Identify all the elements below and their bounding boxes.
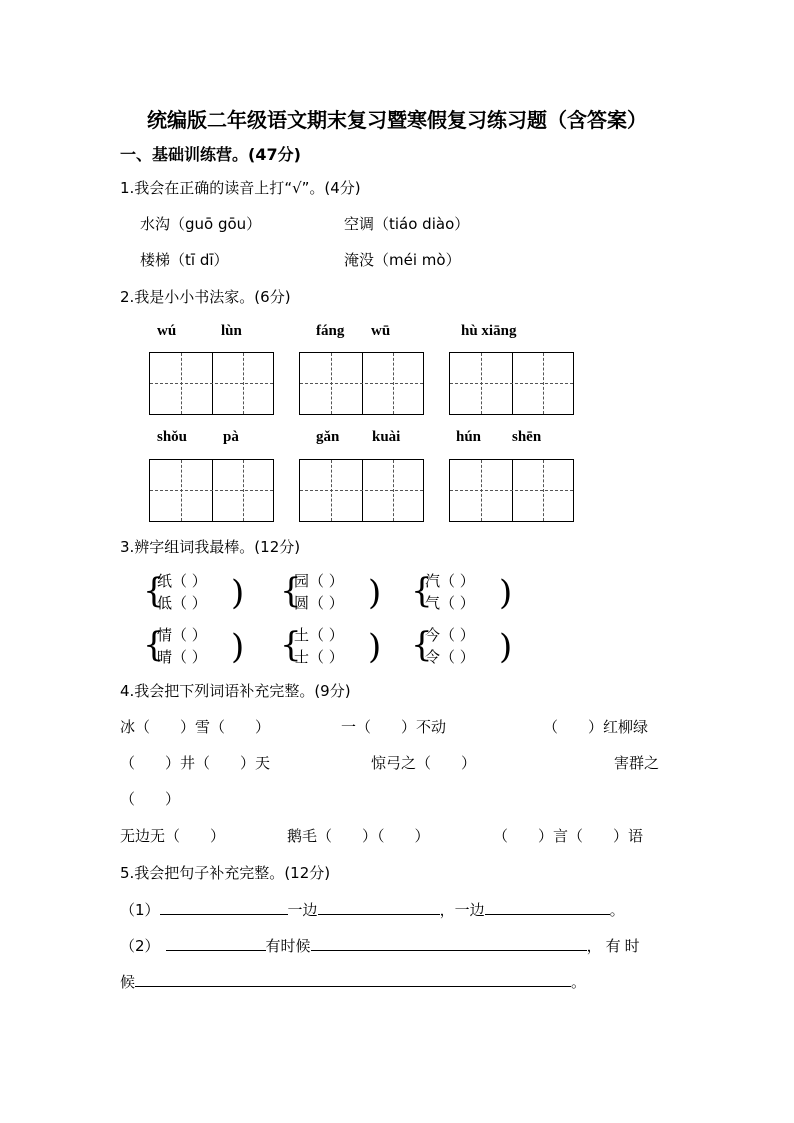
pinyin-label: pà — [223, 429, 239, 445]
word-pair-line: 纸（ ） — [157, 572, 207, 590]
right-bracket: ) — [231, 627, 245, 667]
writing-grid[interactable] — [299, 459, 424, 522]
question-2-title: 2.我是小小书法家。(6分) — [120, 288, 291, 306]
question-5-title: 5.我会把句子补充完整。(12分) — [120, 864, 331, 882]
q1-item: 空调（tiáo diào） — [344, 215, 470, 233]
pinyin-label: wū — [371, 323, 391, 339]
pinyin-label: lùn — [221, 323, 242, 339]
q1-item: 楼梯（tī dī） — [140, 251, 229, 269]
idiom-blank: 无边无（ ） — [120, 827, 226, 845]
page-title: 统编版二年级语文期末复习暨寒假复习练习题（含答案） — [147, 108, 647, 132]
fill-line[interactable] — [311, 936, 587, 951]
writing-grid[interactable] — [149, 459, 274, 522]
idiom-blank: 一（ ）不动 — [341, 718, 447, 736]
writing-grid[interactable] — [149, 352, 274, 415]
word-pair-line: 士（ ） — [294, 648, 344, 666]
sentence-connector: 一边 — [287, 901, 318, 919]
word-pair-line: 土（ ） — [294, 626, 344, 644]
fill-line[interactable] — [485, 900, 610, 915]
left-brace: { — [280, 571, 302, 611]
word-pair-line: 今（ ） — [425, 626, 475, 644]
right-bracket: ) — [499, 573, 513, 613]
sentence-connector: 有时候 — [265, 937, 311, 955]
idiom-blank: 冰（ ）雪（ ） — [120, 718, 271, 736]
left-brace: { — [143, 625, 165, 665]
pinyin-label: shēn — [512, 429, 542, 445]
pinyin-label: wú — [157, 323, 177, 339]
sentence-end: 。 — [609, 901, 625, 919]
idiom-blank: 害群之 — [614, 754, 660, 772]
writing-grid[interactable] — [299, 352, 424, 415]
idiom-blank: （ ）井（ ）天 — [120, 754, 271, 772]
sentence-2-continued — [120, 971, 586, 992]
word-pair-line: 汽（ ） — [425, 572, 475, 590]
pinyin-label: kuài — [372, 429, 401, 445]
writing-grid[interactable] — [449, 352, 574, 415]
word-pair-line: 情（ ） — [157, 626, 207, 644]
left-brace: { — [411, 571, 433, 611]
word-pair-line: 园（ ） — [294, 572, 344, 590]
pinyin-label: hún — [456, 429, 482, 445]
word-pair-line: 令（ ） — [425, 648, 475, 666]
idiom-blank: （ ）言（ ）语 — [493, 827, 644, 845]
fill-line[interactable] — [135, 972, 571, 987]
q1-item: 淹没（méi mò） — [344, 251, 461, 269]
left-brace: { — [143, 571, 165, 611]
idiom-blank: （ ）红柳绿 — [543, 718, 649, 736]
right-bracket: ) — [368, 627, 382, 667]
sentence-number: （2） — [120, 937, 160, 955]
left-brace: { — [280, 625, 302, 665]
right-bracket: ) — [368, 573, 382, 613]
pinyin-label: shǒu — [157, 429, 188, 445]
sentence-number: （1） — [120, 901, 160, 919]
question-4-title: 4.我会把下列词语补充完整。(9分) — [120, 682, 351, 700]
pinyin-label: fáng — [316, 323, 345, 339]
fill-line[interactable] — [318, 900, 440, 915]
pinyin-label: hù xiāng — [461, 323, 517, 339]
word-pair-line: 晴（ ） — [157, 648, 207, 666]
right-bracket: ) — [499, 627, 513, 667]
idiom-blank: 鹅毛（ ）（ ） — [287, 827, 430, 845]
right-bracket: ) — [231, 573, 245, 613]
fill-line[interactable] — [160, 900, 288, 915]
idiom-blank: （ ） — [120, 790, 181, 808]
word-pair-line: 低（ ） — [157, 594, 207, 612]
writing-grid[interactable] — [449, 459, 574, 522]
q1-item: 水沟（guō gōu） — [140, 215, 262, 233]
left-brace: { — [411, 625, 433, 665]
pinyin-label: gǎn — [316, 429, 340, 445]
sentence-fragment: 候 — [120, 973, 136, 991]
sentence-connector: ，一边 — [439, 901, 485, 919]
sentence-end: 。 — [571, 973, 587, 991]
idiom-blank: 惊弓之（ ） — [371, 754, 477, 772]
sentence-2 — [120, 935, 644, 956]
section-heading: 一、基础训练营。(47分) — [120, 145, 301, 164]
word-pair-line: 气（ ） — [425, 594, 475, 612]
question-1-title: 1.我会在正确的读音上打“√”。(4分) — [120, 179, 361, 197]
fill-line[interactable] — [166, 936, 266, 951]
sentence-connector: ，有时 — [586, 937, 644, 955]
question-3-title: 3.辨字组词我最棒。(12分) — [120, 538, 301, 556]
word-pair-line: 圆（ ） — [294, 594, 344, 612]
sentence-1 — [120, 899, 625, 920]
